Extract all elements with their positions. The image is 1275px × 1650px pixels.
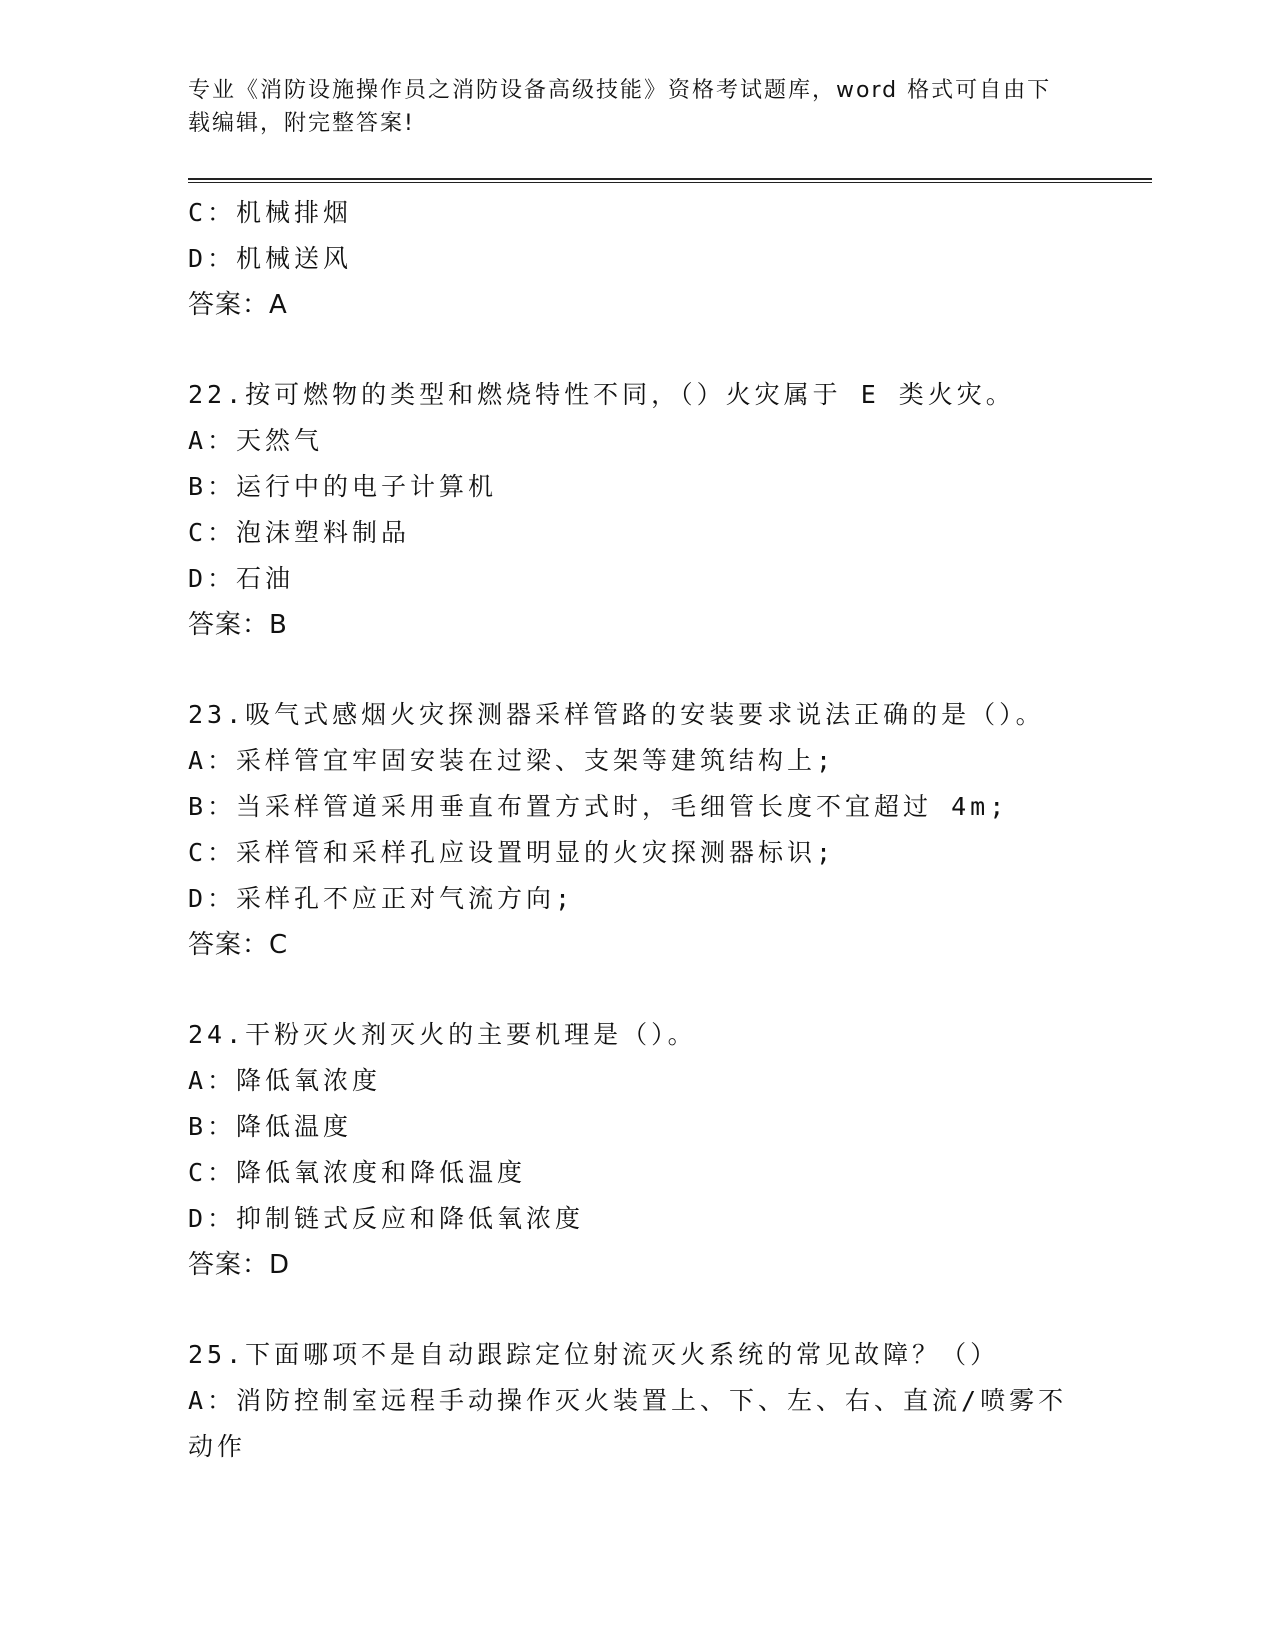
option-d: D：机械送风: [188, 244, 353, 273]
option-d: D：石油: [188, 564, 295, 593]
spacer: [188, 328, 1088, 372]
question-22: [188, 372, 1088, 648]
option-b: B：运行中的电子计算机: [188, 472, 498, 501]
answer-line: 答案：B: [188, 610, 288, 640]
question-stem: 24.干粉灭火剂灭火的主要机理是（）。: [188, 1020, 697, 1049]
spacer: [188, 968, 1088, 1012]
header-divider: [188, 178, 1152, 183]
question-stem: 25.下面哪项不是自动跟踪定位射流灭火系统的常见故障？（）: [188, 1340, 1000, 1369]
question-25: [188, 1332, 1088, 1470]
question-stem: 22.按可燃物的类型和燃烧特性不同，（）火灾属于 E 类火灾。: [188, 380, 1015, 409]
option-c: C：降低氧浓度和降低温度: [188, 1158, 527, 1187]
option-c: C：采样管和采样孔应设置明显的火灾探测器标识;: [188, 838, 836, 867]
answer-line: 答案：C: [188, 930, 289, 960]
document-header: [188, 74, 1068, 140]
answer-line: 答案：D: [188, 1250, 291, 1280]
option-a: A：降低氧浓度: [188, 1066, 382, 1095]
option-d: D：抑制链式反应和降低氧浓度: [188, 1204, 585, 1233]
answer-line: 答案：A: [188, 290, 288, 320]
header-line-1: 专业《消防设施操作员之消防设备高级技能》资格考试题库，word 格式可自由下: [188, 78, 1052, 103]
question-24: [188, 1012, 1088, 1288]
option-a: A：消防控制室远程手动操作灭火装置上、下、左、右、直流/喷雾不动作: [188, 1386, 1068, 1461]
question-content: [188, 190, 1088, 1470]
option-c: C：泡沫塑料制品: [188, 518, 411, 547]
question-stem: 23.吸气式感烟火灾探测器采样管路的安装要求说法正确的是（）。: [188, 700, 1045, 729]
spacer: [188, 648, 1088, 692]
question-23: [188, 692, 1088, 968]
option-d: D：采样孔不应正对气流方向;: [188, 884, 575, 913]
spacer: [188, 1288, 1088, 1332]
option-c: C：机械排烟: [188, 198, 353, 227]
option-a: A：采样管宜牢固安装在过梁、支架等建筑结构上;: [188, 746, 836, 775]
option-a: A：天然气: [188, 426, 324, 455]
option-b: B：当采样管道采用垂直布置方式时，毛细管长度不宜超过 4m;: [188, 792, 1009, 821]
option-b: B：降低温度: [188, 1112, 353, 1141]
question-21-tail: [188, 190, 1088, 328]
header-line-2: 载编辑，附完整答案!: [188, 111, 415, 136]
